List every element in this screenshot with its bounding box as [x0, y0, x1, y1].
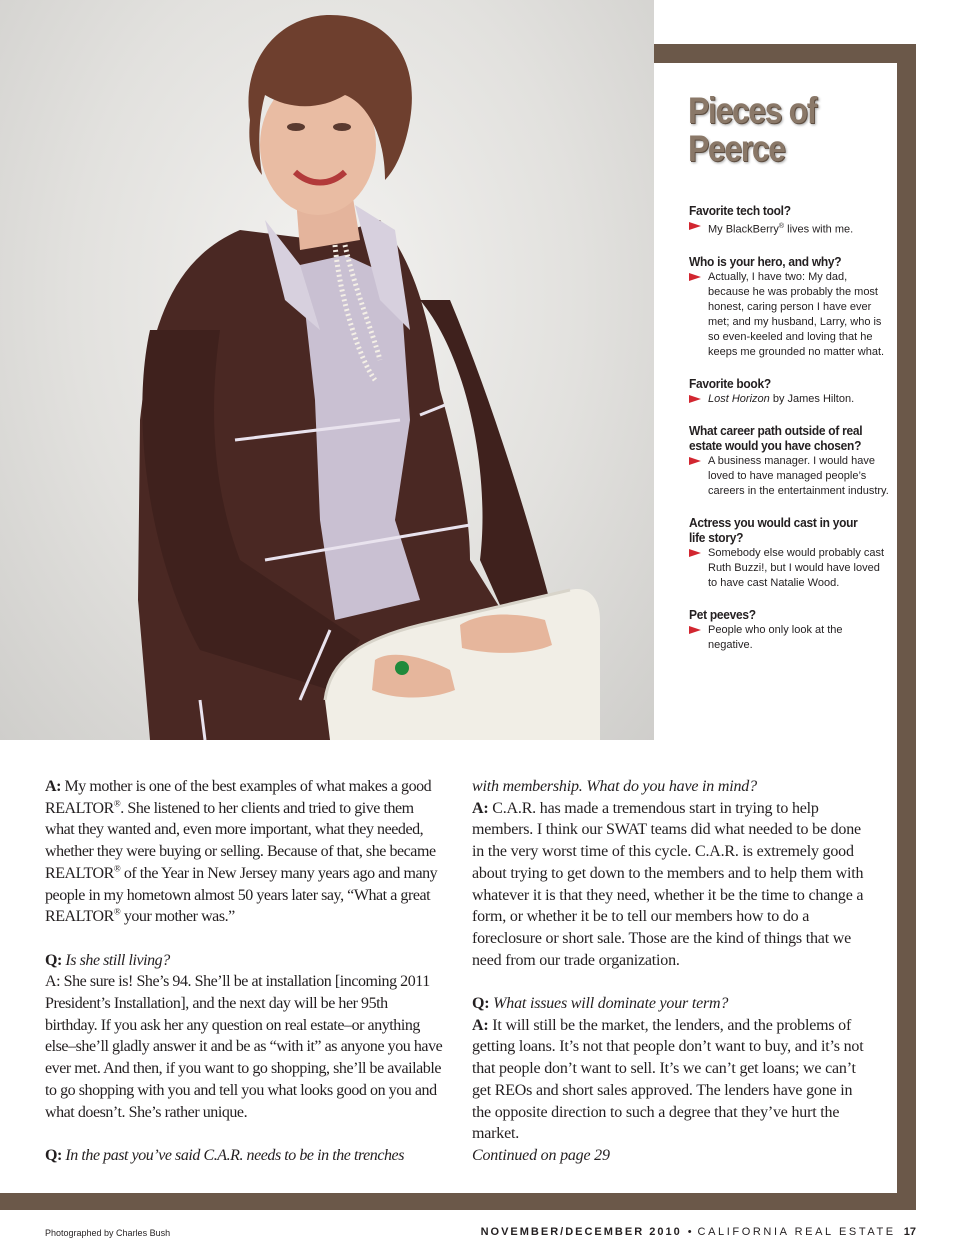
page-number: 17 — [903, 1226, 916, 1238]
sidebar-title — [688, 92, 860, 168]
red-arrow-icon — [689, 626, 701, 634]
red-arrow-icon — [689, 395, 701, 403]
qa-paragraph-still-living: Q: Is she still living? A: She sure is! She’s 94. She’ll be at installation [incoming 2011 President’s Installation], and the next day will be her 95th birthday. If you ask her any question on real estate–or anything else–she’ll gladly answer it and be as “with it” as anyone you have ever met. And then, if you want to go shopping, she’ll be available to go shopping with you and tell you what looks good on you and what doesn’t. She’s rather unique. — [45, 951, 443, 1121]
qa-item-book — [689, 376, 889, 407]
red-arrow-icon — [689, 549, 701, 557]
page-folio — [481, 1226, 916, 1238]
qa-item-career — [689, 423, 889, 499]
frame-right-bar — [897, 44, 916, 1210]
qa-question: Actress you would cast in your life story? — [689, 514, 858, 545]
question-paragraph-trenches: Q: In the past you’ve said C.A.R. needs to be in the trenches — [45, 1146, 404, 1164]
red-arrow-icon — [689, 222, 701, 230]
red-arrow-icon — [689, 457, 701, 465]
continued-note: Continued on page 29 — [472, 1146, 610, 1164]
qa-question: What career path outside of real estate would you have chosen? — [689, 422, 863, 453]
qa-answer: Somebody else would probably cast Ruth Buzzi!, but I would have loved to have cast Natalie Wood. — [689, 546, 889, 591]
folio-bullet: • — [687, 1226, 692, 1238]
qa-answer: My BlackBerry® lives with me. — [689, 219, 889, 238]
sidebar-qa-list — [689, 203, 889, 669]
article-right-column — [472, 776, 870, 1188]
qa-question: Pet peeves? — [689, 606, 756, 622]
frame-bottom-bar — [0, 1193, 916, 1210]
photo-credit: Photographed by Charles Bush — [45, 1228, 171, 1238]
qa-answer: People who only look at the negative. — [689, 623, 889, 653]
qa-paragraph-membership: with membership. What do you have in mind? A: C.A.R. has made a tremendous start in trying to help members. I think our SWAT teams did what needed to be done in the very worst time of this cycle. C.A.R. is extremely good about trying to get down to the members and to help them with whatever it is that they need, whether it be the time to change a form, or whether it be to tell our members how to do a foreclosure or short sale. Those are the kind of things that we need from our trade organization. — [472, 778, 864, 969]
frame-top-bar — [654, 44, 916, 63]
red-arrow-icon — [689, 273, 701, 281]
qa-item-actress — [689, 515, 889, 591]
qa-question: Favorite tech tool? — [689, 203, 791, 218]
article-left-column — [45, 776, 443, 1188]
qa-answer: A business manager. I would have loved to have managed people’s careers in the entertainment industry. — [689, 454, 889, 499]
qa-item-pet-peeves — [689, 607, 889, 653]
qa-question: Who is your hero, and why? — [689, 253, 842, 269]
qa-item-tech-tool — [689, 203, 889, 238]
qa-answer: Lost Horizon by James Hilton. — [689, 392, 889, 407]
sidebar-title-line-1: Pieces of — [688, 90, 817, 131]
qa-paragraph-issues: Q: What issues will dominate your term? A: It will still be the market, the lenders, and the problems of getting loans. It’s not that people don’t want to buy, and it’s not that people don’t want to sell. It’s we can’t get loans; we can’t get REOs and short sales approved. The lenders have gone in the opposite direction to such a degree that they’ve hurt the market. Continued on page 29 — [472, 995, 864, 1164]
magazine-name: CALIFORNIA REAL ESTATE — [697, 1226, 896, 1238]
portrait-photo — [0, 0, 654, 740]
qa-question: Favorite book? — [689, 375, 771, 391]
qa-answer: Actually, I have two: My dad, because he was probably the most honest, caring person I have ever met; and my husband, Larry, who is so even-keeled and loving that he keeps me grounded no matter what. — [689, 270, 889, 360]
issue-date: NOVEMBER/DECEMBER 2010 — [480, 1226, 682, 1238]
sidebar-title-line-2: Peerce — [688, 128, 785, 169]
qa-item-hero — [689, 254, 889, 360]
answer-paragraph-mother: A: My mother is one of the best examples of what makes a good REALTOR®. She listened to her clients and tried to give them what they wanted and, even more important, what they needed, whether they were buying or selling. Because of that, she became REALTOR® of the Year in New Jersey many years ago and many people in my hometown almost 50 years later say, “What a great REALTOR® your mother was.” — [45, 778, 438, 926]
